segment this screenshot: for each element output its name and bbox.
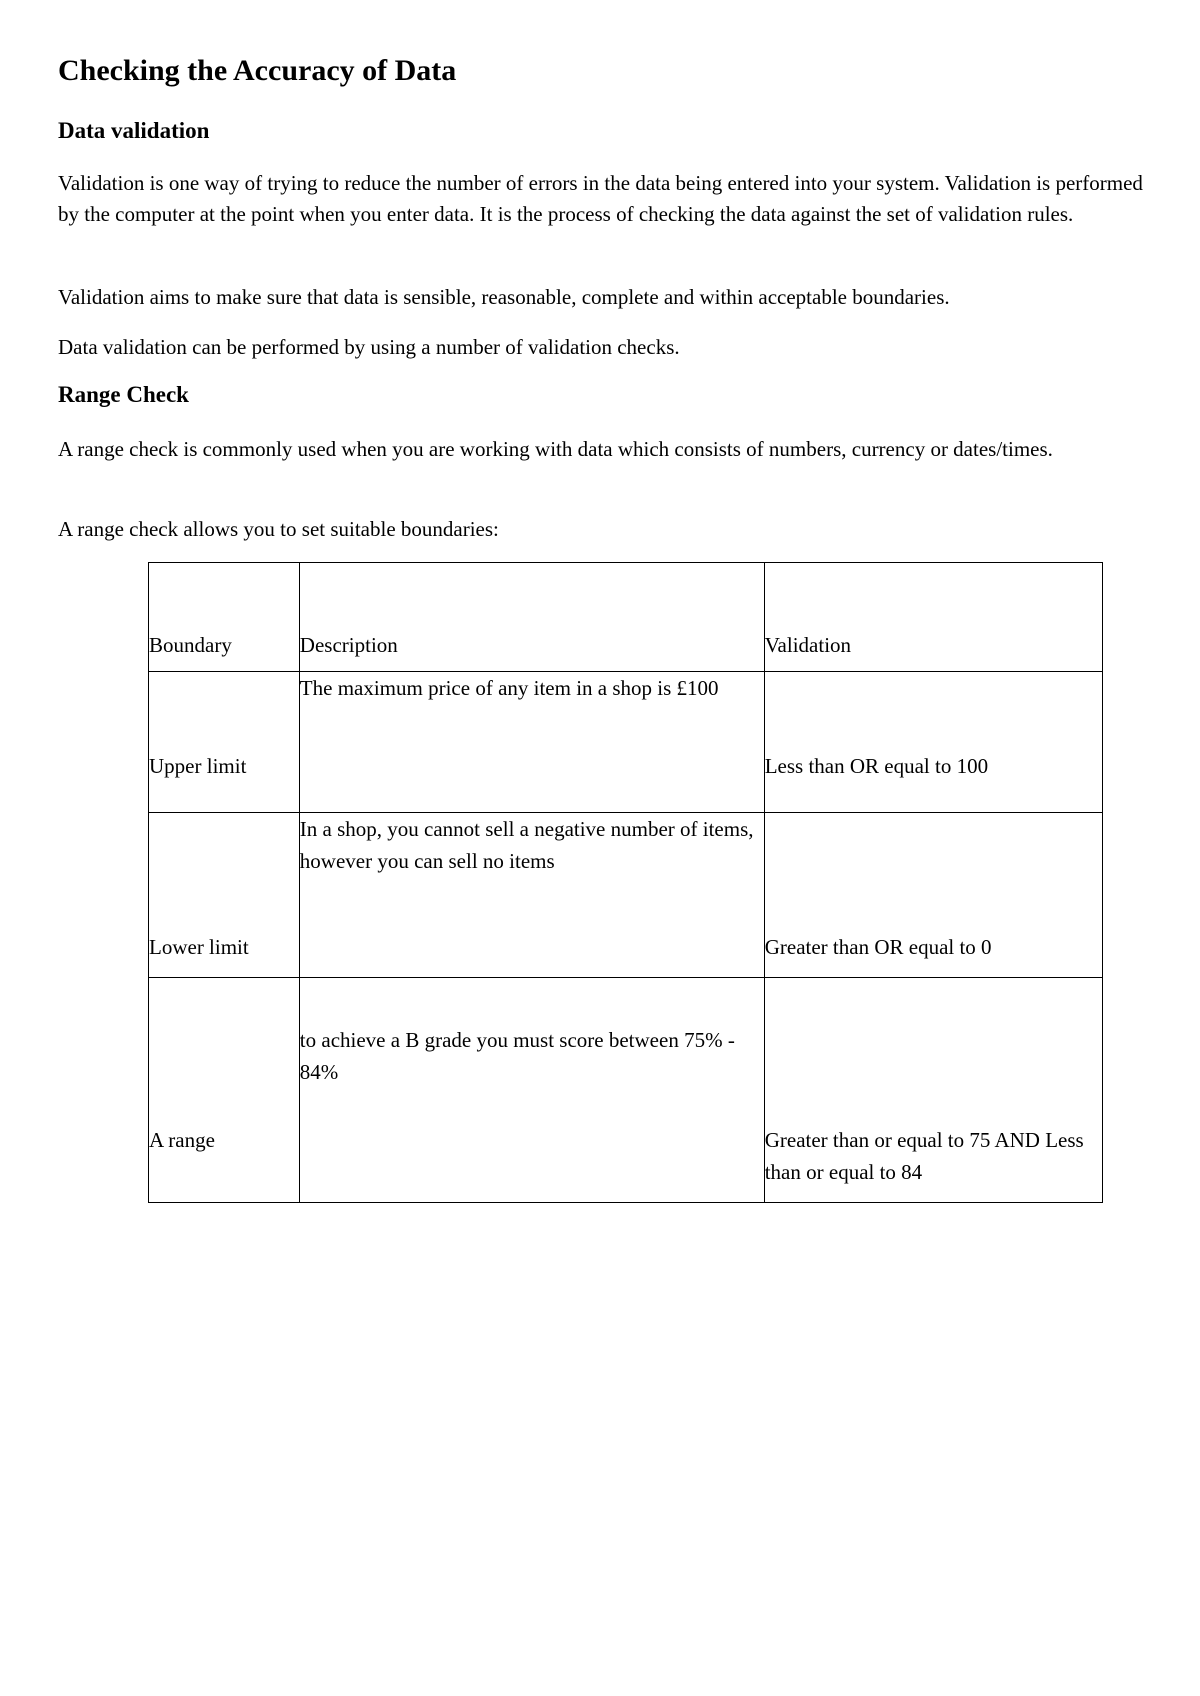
cell-validation: Less than OR equal to 100 [764,672,1102,813]
heading-data-validation: Data validation [58,118,210,143]
paragraph-range-check-usage: A range check is commonly used when you are working with data which consists of numbers, currency or dates/times. [58,437,1053,461]
paragraph-validation-aims: Validation aims to make sure that data is sensible, reasonable, complete and within acceptable boundaries. [58,285,950,309]
header-description: Description [299,563,764,672]
cell-validation: Greater than or equal to 75 AND Less than or equal to 84 [764,978,1102,1203]
cell-description: The maximum price of any item in a shop is £100 [299,672,764,813]
paragraph-validation-intro: Validation is one way of trying to reduce the number of errors in the data being entered into your system. Validation is performed by the computer at the point when you enter data. It is the process of checking the data against the set of validation rules. [58,171,1143,226]
heading-range-check: Range Check [58,382,189,407]
cell-description: In a shop, you cannot sell a negative number of items, however you can sell no items [299,813,764,978]
page-title: Checking the Accuracy of Data [58,54,457,87]
cell-description: to achieve a B grade you must score between 75% - 84% [299,978,764,1203]
paragraph-validation-checks: Data validation can be performed by using a number of validation checks. [58,335,680,359]
paragraph-range-check-boundaries: A range check allows you to set suitable boundaries: [58,517,499,541]
table-row [149,813,1103,978]
cell-boundary: Upper limit [149,672,300,813]
range-check-table [148,562,1103,1203]
table-row [149,672,1103,813]
table-header-row [149,563,1103,672]
cell-validation: Greater than OR equal to 0 [764,813,1102,978]
header-boundary: Boundary [149,563,300,672]
table-row [149,978,1103,1203]
cell-boundary: A range [149,978,300,1203]
header-validation: Validation [764,563,1102,672]
cell-boundary: Lower limit [149,813,300,978]
